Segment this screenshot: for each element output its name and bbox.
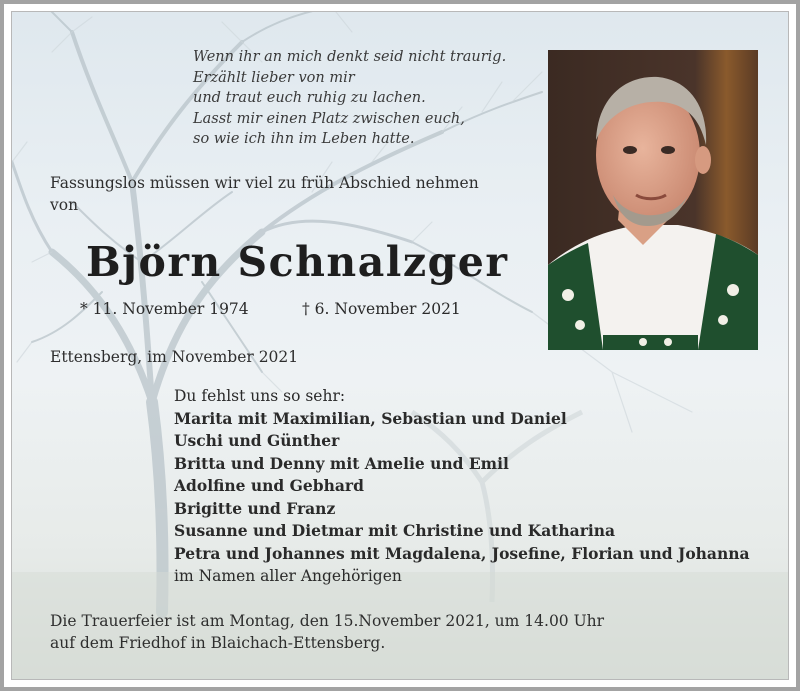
poem-line: Erzählt lieber von mir (193, 69, 355, 86)
mourner-line: Brigitte und Franz (174, 498, 336, 518)
mourner-line: Britta und Denny mit Amelie und Emil (174, 453, 509, 473)
mourner-line: Petra und Johannes mit Magdalena, Josefine, Florian und Johanna (174, 543, 750, 563)
poem-line: Lasst mir einen Platz zwischen euch, (193, 110, 465, 127)
poem-line: Wenn ihr an mich denkt seid nicht traurig. (193, 49, 507, 65)
portrait-image (548, 50, 758, 350)
mourners-closing: im Namen aller Angehörigen (174, 567, 402, 585)
intro-text (50, 172, 479, 216)
intro-line: Fassungslos müssen wir viel zu früh Abschied nehmen (50, 174, 479, 192)
death-date: † 6. November 2021 (302, 300, 461, 318)
memorial-poem (193, 47, 506, 150)
mourners-block (174, 385, 750, 588)
funeral-line: auf dem Friedhof in Blaichach-Ettensberg. (50, 634, 386, 652)
notice-panel (11, 11, 789, 680)
funeral-line: Die Trauerfeier ist am Montag, den 15.November 2021, um 14.00 Uhr (50, 612, 605, 630)
poem-line: so wie ich ihn im Leben hatte. (193, 131, 415, 147)
place-and-date: Ettensberg, im November 2021 (50, 348, 299, 366)
mourner-line: Marita mit Maximilian, Sebastian und Daniel (174, 408, 567, 428)
intro-line: von (50, 196, 79, 214)
mourners-heading: Du fehlst uns so sehr: (174, 387, 346, 405)
deceased-name: Björn Schnalzger (86, 238, 509, 286)
poem-line: und traut euch ruhig zu lachen. (193, 90, 426, 106)
birth-date: * 11. November 1974 (80, 300, 249, 318)
portrait-photo (548, 50, 758, 350)
mourner-line: Uschi und Günther (174, 431, 340, 450)
funeral-info (50, 610, 604, 654)
mourner-line: Susanne und Dietmar mit Christine und Katharina (174, 521, 616, 540)
mourner-line: Adolfine und Gebhard (174, 476, 364, 495)
